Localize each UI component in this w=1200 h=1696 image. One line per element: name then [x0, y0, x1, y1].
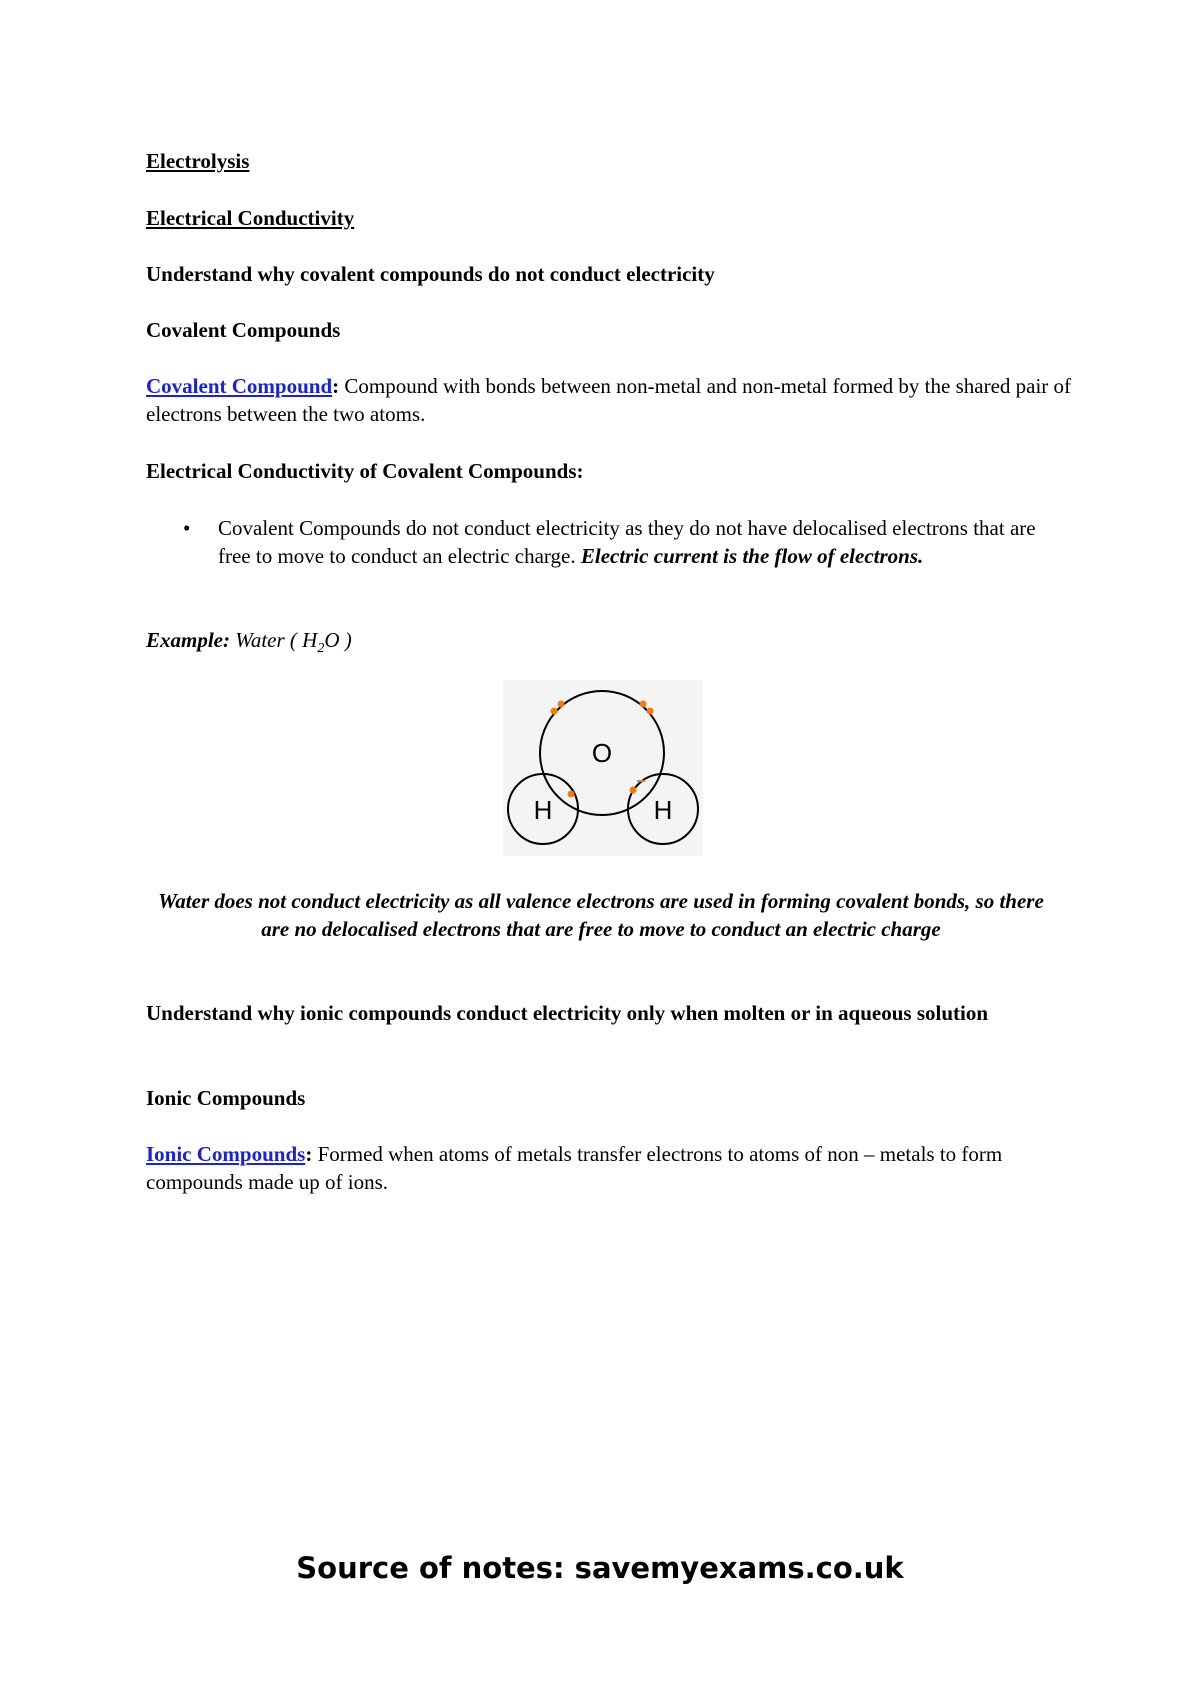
ionic-compounds-link[interactable]: Ionic Compounds — [146, 1142, 306, 1166]
diagram-caption: Water does not conduct electricity as all valence electrons are used in forming covalent bonds, so there are no delocalised electrons that are free to move to conduct an electric charge — [158, 889, 1044, 941]
hydrogen-left-label: H — [533, 795, 553, 825]
page-subtitle: Electrical Conductivity — [146, 206, 355, 230]
bullet-text — [218, 514, 1068, 570]
source-footer: Source of notes: savemyexams.co.uk — [296, 1551, 904, 1585]
ionic-def-text: Formed when atoms of metals transfer electrons to atoms of non – metals to form compounds made up of ions. — [146, 1142, 1003, 1194]
objective-ionic: Understand why ionic compounds conduct electricity only when molten or in aqueous solution — [146, 1001, 989, 1025]
ionic-def-colon: : — [305, 1142, 313, 1166]
objective-covalent: Understand why covalent compounds do not conduct electricity — [146, 262, 715, 286]
water-molecule-diagram — [503, 680, 703, 856]
lone-pair-electron — [558, 701, 565, 708]
ionic-definition — [146, 1140, 1076, 1196]
water-molecule-svg — [503, 680, 703, 856]
example-line — [146, 626, 352, 657]
covalent-compound-link[interactable]: Covalent Compound — [146, 374, 333, 398]
lone-pair-electron — [640, 701, 647, 708]
covalent-definition — [146, 372, 1076, 428]
bullet-body: Covalent Compounds do not conduct electricity as they do not have delocalised electrons that are free to move to conduct an electric charge. — [218, 516, 1036, 568]
bond-electron-mark — [637, 780, 645, 782]
bond-electron — [568, 791, 575, 798]
oxygen-label: O — [591, 738, 613, 768]
hydrogen-right-label: H — [653, 795, 673, 825]
example-text-before: Water ( H — [230, 628, 318, 652]
section-heading-ionic: Ionic Compounds — [146, 1086, 306, 1110]
bullet-emphasis: Electric current is the flow of electrons. — [580, 544, 924, 568]
lone-pair-electron — [647, 708, 654, 715]
example-subscript: 2 — [317, 641, 325, 657]
example-label: Example: — [146, 628, 230, 652]
covalent-def-colon: : — [332, 374, 340, 398]
conductivity-heading: Electrical Conductivity of Covalent Compounds: — [146, 459, 584, 483]
page-title: Electrolysis — [146, 149, 250, 173]
example-text-after: O ) — [324, 628, 352, 652]
bullet-dot: • — [183, 516, 191, 540]
covalent-def-text: Compound with bonds between non-metal and non-metal formed by the shared pair of electrons between the two atoms. — [146, 374, 1072, 426]
lone-pair-electron — [551, 708, 558, 715]
section-heading-covalent: Covalent Compounds — [146, 318, 341, 342]
bond-electron — [630, 787, 637, 794]
